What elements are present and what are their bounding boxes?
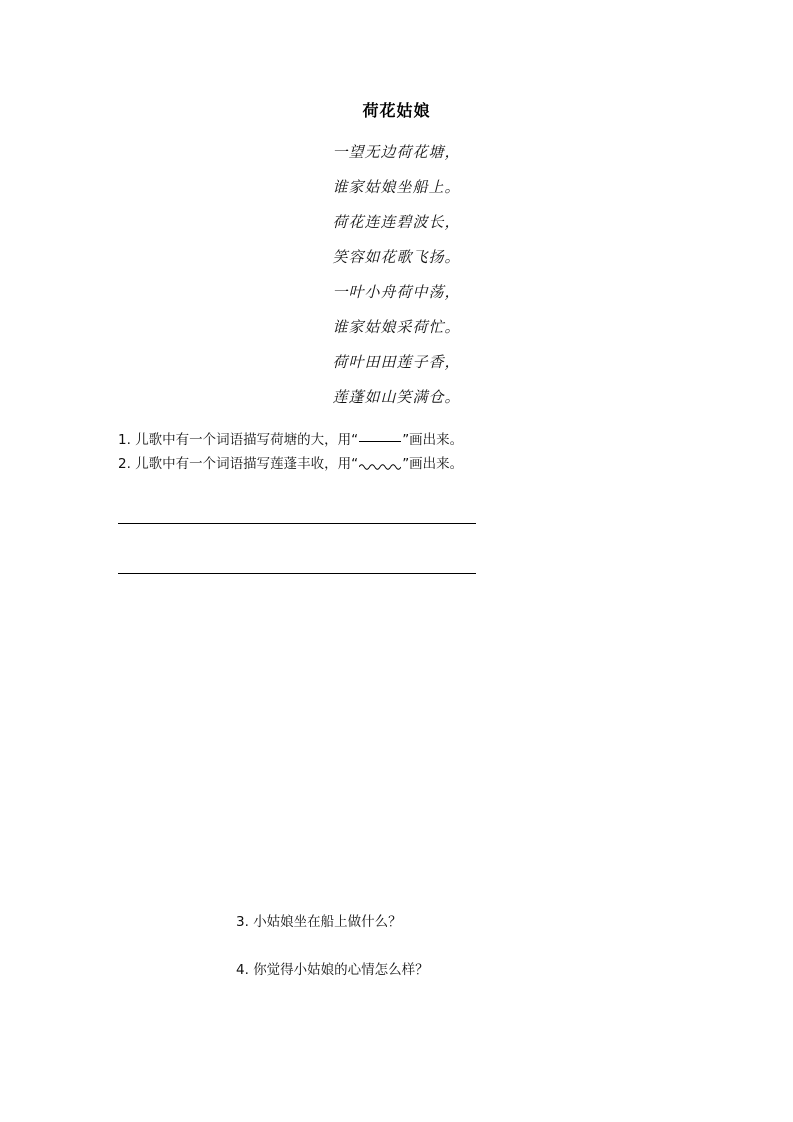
poem-line: 谁家姑娘采荷忙。 [332,318,461,336]
poem-line: 荷花连连碧波长， [332,213,461,231]
question-number: 4. [236,962,249,978]
answer-line[interactable] [118,523,476,524]
question-text-tail: ”画出来。 [402,432,464,448]
poem-line: 荷叶田田莲子香， [332,353,461,371]
page-title: 荷花姑娘 [362,101,431,120]
question-text: 你觉得小姑娘的心情怎么样？ [253,962,429,978]
question-text: 小姑娘坐在船上做什么？ [253,914,402,930]
question-number: 3. [236,914,249,930]
question-item-1 [118,428,718,452]
answer-blank-straight[interactable] [359,441,401,442]
question-item-3 [236,910,402,934]
question-text: 儿歌中有一个词语描写荷塘的大，用“ [135,432,359,448]
question-text: 儿歌中有一个词语描写莲蓬丰收，用“ [135,456,359,472]
poem-line: 谁家姑娘坐船上。 [332,178,461,196]
question-number: 2. [118,456,131,472]
poem-line: 莲蓬如山笑满仓。 [332,388,461,406]
poem-line: 一叶小舟荷中荡， [332,283,461,301]
poem-line: 笑容如花歌飞扬。 [332,248,461,266]
question-list [118,428,718,978]
poem-line: 一望无边荷花塘， [332,143,461,161]
question-number: 1. [118,432,131,448]
answer-line[interactable] [118,573,476,574]
question-item-2 [118,452,718,476]
question-item-4 [236,958,429,982]
poem-body [0,135,793,415]
question-text-tail: ”画出来。 [402,456,464,472]
answer-blank-wavy[interactable] [359,459,401,469]
